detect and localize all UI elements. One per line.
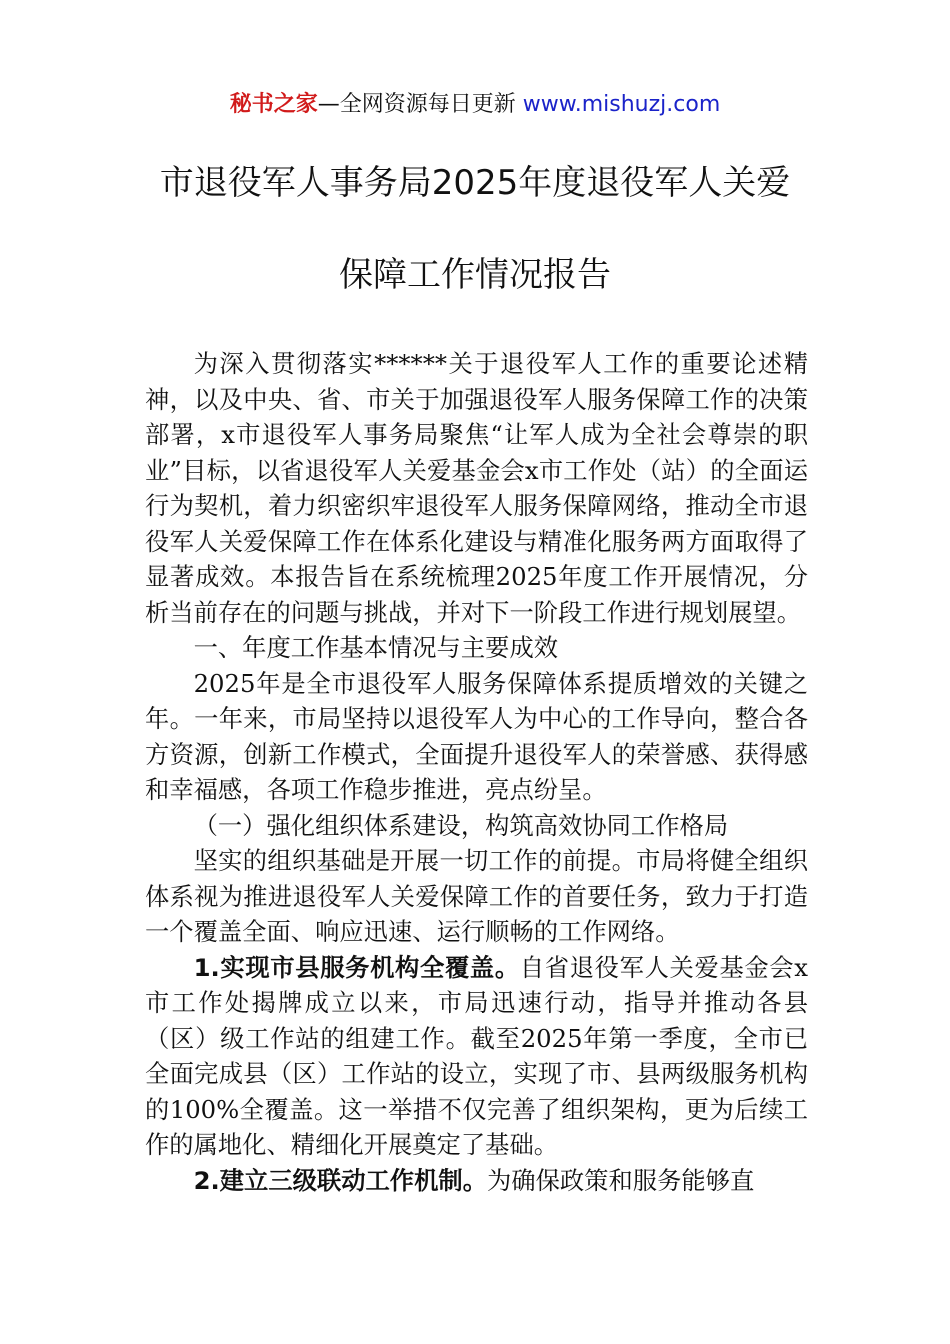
item-1-text: 自省退役军人关爱基金会x市工作处揭牌成立以来，市局迅速行动，指导并推动各县（区）级工作站的组建工作。截至2025年第一季度，全市已全面完成县（区）工作站的设立，实现了市、县两级服务机构的100%全覆盖。这一举措不仅完善了组织架构，更为后续工作的属地化、精细化开展奠定了基础。 [145, 952, 809, 1159]
document-body [145, 346, 808, 1198]
site-brand: 秘书之家 [229, 92, 318, 117]
site-header [0, 88, 950, 122]
section-1-paragraph: 2025年是全市退役军人服务保障体系提质增效的关键之年。一年来，市局坚持以退役军人为中心的工作导向，整合各方资源，创新工作模式，全面提升退役军人的荣誉感、获得感和幸福感，各项工作稳步推进，亮点纷呈。 [145, 668, 808, 804]
title-line-1: 市退役军人事务局2025年度退役军人关爱 [159, 163, 791, 203]
item-2-lead: 2.建立三级联动工作机制。 [193, 1165, 487, 1195]
site-url-link[interactable]: www.mishuzj.com [522, 92, 721, 117]
item-1-lead: 1.实现市县服务机构全覆盖。 [193, 952, 520, 982]
document-title [120, 160, 830, 298]
title-line-2: 保障工作情况报告 [339, 255, 611, 295]
site-tagline: —全网资源每日更新 [317, 92, 516, 117]
subsection-1-heading: （一）强化组织体系建设，构筑高效协同工作格局 [193, 810, 729, 840]
item-2-paragraph [145, 1163, 808, 1199]
section-1-heading: 一、年度工作基本情况与主要成效 [193, 633, 559, 662]
subsection-1-paragraph: 坚实的组织基础是开展一切工作的前提。市局将健全组织体系视为推进退役军人关爱保障工作的首要任务，致力于打造一个覆盖全面、响应迅速、运行顺畅的工作网络。 [145, 846, 808, 946]
item-2-text: 为确保政策和服务能够直 [487, 1165, 755, 1195]
intro-paragraph: 为深入贯彻落实******关于退役军人工作的重要论述精神，以及中央、省、市关于加强退役军人服务保障工作的决策部署，x市退役军人事务局聚焦“让军人成为全社会尊崇的职业”目标，以省退役军人关爱基金会x市工作处（站）的全面运行为契机，着力织密织牢退役军人服务保障网络，推动全市退役军人关爱保障工作在体系化建设与精准化服务两方面取得了显著成效。本报告旨在系统梳理2025年度工作开展情况，分析当前存在的问题与挑战，并对下一阶段工作进行规划展望。 [145, 349, 808, 627]
item-1-paragraph [145, 950, 808, 1163]
